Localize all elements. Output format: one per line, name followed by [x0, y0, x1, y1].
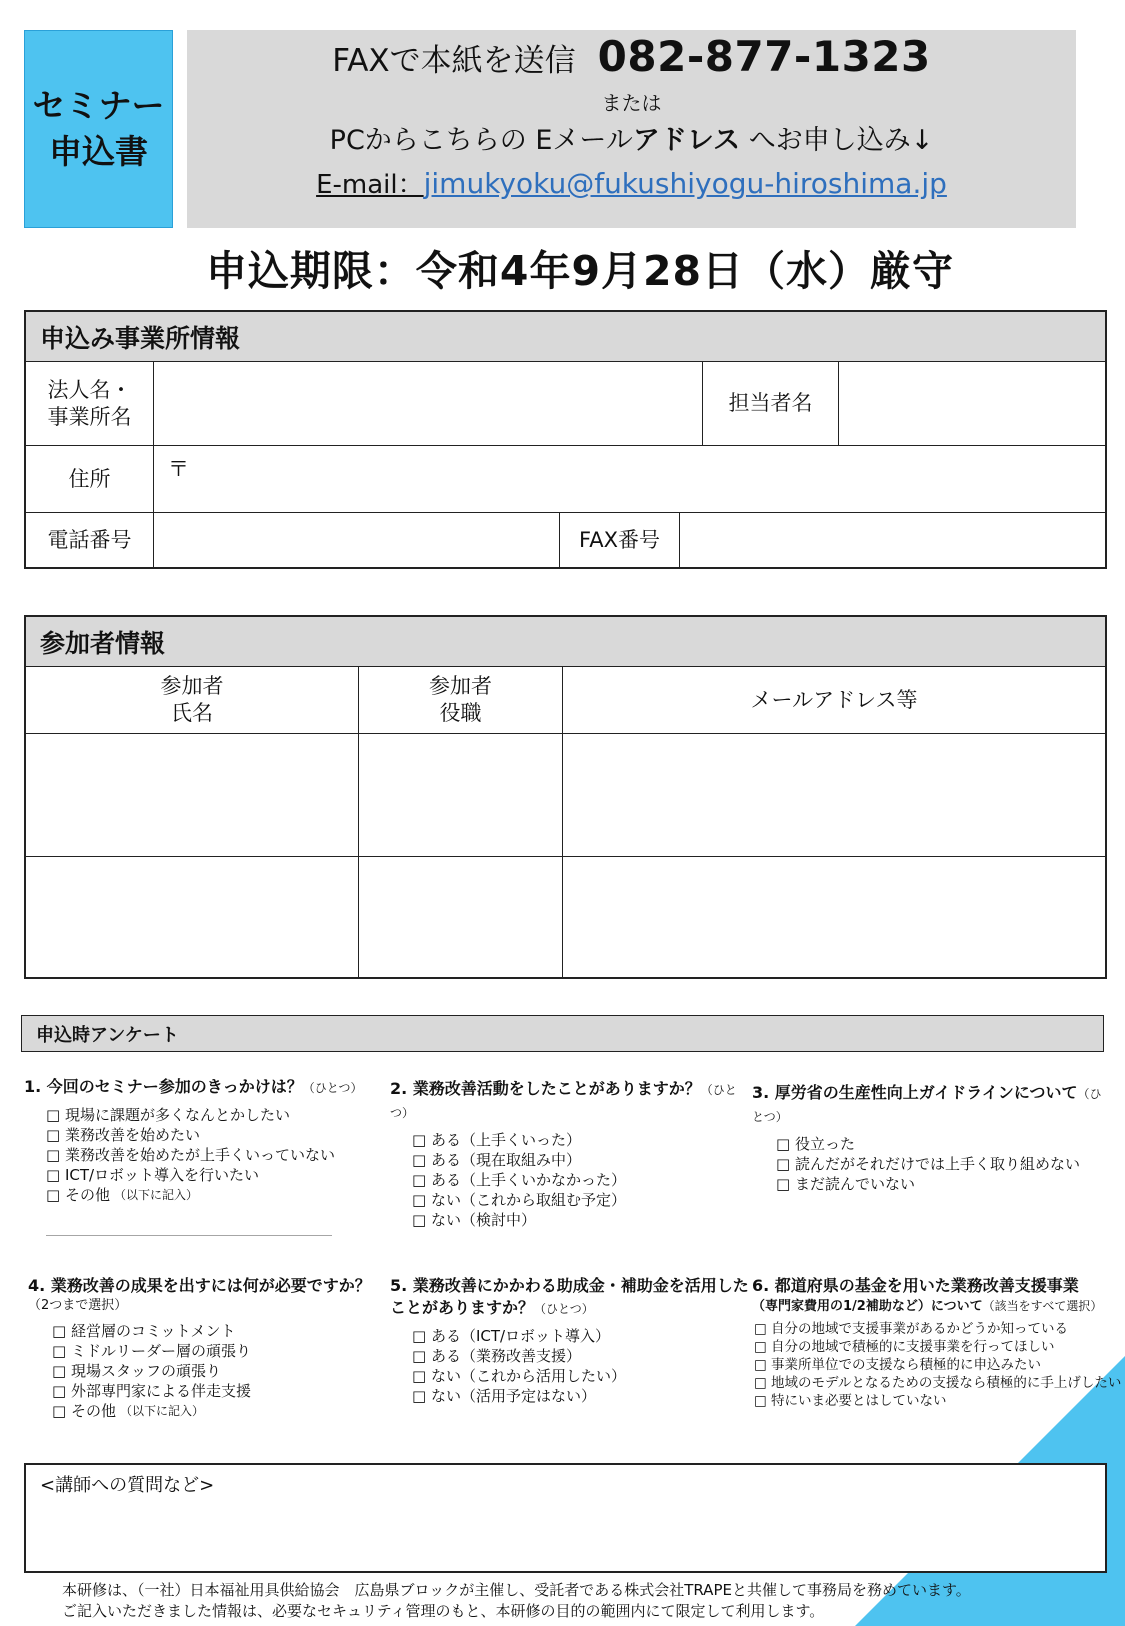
footer-note [62, 1580, 971, 1622]
pc-instruction-after: へお申し込み↓ [740, 125, 934, 156]
badge-line-2: 申込書 [49, 132, 148, 171]
q5-option[interactable]: □ ない（活用予定はない） [412, 1387, 596, 1405]
footer-line-2: ご記入いただきました情報は、必要なセキュリティ管理のもと、本研修の目的の範囲内にて限定して利用します。 [62, 1602, 825, 1620]
q1-other-blank[interactable]: ＿＿＿＿＿＿＿＿＿＿＿＿＿＿＿＿＿＿＿＿＿＿ [46, 1223, 333, 1238]
phone-field[interactable] [154, 513, 560, 567]
participant-name-field[interactable] [26, 857, 359, 977]
q1-other-text: □ その他 [46, 1186, 110, 1204]
col-name-line-1: 参加者 [160, 674, 224, 698]
address-field[interactable] [154, 446, 1105, 512]
fax-number: 082-877-1323 [597, 32, 931, 81]
office-row-address [26, 446, 1105, 513]
q3-title-text: 3. 厚労省の生産性向上ガイドラインについて [752, 1083, 1078, 1102]
participants-title: 参加者情報 [26, 617, 1105, 667]
q2-option[interactable]: □ ある（上手くいかなかった） [412, 1171, 626, 1189]
q5-option[interactable]: □ ある（ICT/ロボット導入） [412, 1327, 611, 1345]
q1-note: （ひとつ） [302, 1081, 363, 1095]
q2-option[interactable]: □ ある（上手くいった） [412, 1131, 581, 1149]
col-participant-email: メールアドレス等 [750, 687, 918, 712]
person-field[interactable] [839, 362, 1105, 445]
col-participant-role [359, 667, 563, 733]
survey-q4 [28, 1275, 388, 1421]
q2-option[interactable]: □ ない（これから取組む予定） [412, 1191, 626, 1209]
postal-mark: 〒 [168, 457, 189, 481]
q1-title-text: 1. 今回のセミナー参加のきっかけは？ [24, 1077, 303, 1096]
col-name-line-2: 氏名 [171, 701, 213, 725]
q5-option[interactable]: □ ある（業務改善支援） [412, 1347, 581, 1365]
q5-option[interactable]: □ ない（これから活用したい） [412, 1367, 626, 1385]
pc-instruction [330, 118, 934, 164]
q6-subtitle: （専門家費用の1/2補助など）について [752, 1299, 983, 1314]
q1-title [24, 1076, 384, 1099]
seminar-application-badge [24, 30, 173, 228]
q1-option-other[interactable] [46, 1185, 384, 1205]
q2-option[interactable]: □ ない（検討中） [412, 1211, 536, 1229]
participants-header-row [26, 667, 1105, 734]
participant-row [26, 734, 1105, 857]
q4-title: 4. 業務改善の成果を出すには何が必要ですか？ [28, 1276, 371, 1295]
q4-option[interactable]: □ 現場スタッフの頑張り [52, 1362, 221, 1380]
corp-name-label [26, 362, 154, 445]
fax-number-field[interactable] [680, 513, 1105, 567]
corp-name-label-1: 法人名・ [47, 377, 132, 402]
q1-options [46, 1105, 384, 1205]
q6-title: 6. 都道府県の基金を用いた業務改善支援事業 [752, 1276, 1079, 1295]
q5-note: （ひとつ） [534, 1302, 594, 1316]
q1-other-note: （以下に記入） [113, 1188, 198, 1202]
fax-number-label: FAX番号 [560, 513, 680, 567]
col-role-line-1: 参加者 [429, 674, 492, 698]
participants-section [24, 615, 1107, 979]
phone-label: 電話番号 [26, 513, 154, 567]
q3-option[interactable]: □ 読んだがそれだけでは上手く取り組めない [776, 1155, 1080, 1173]
q6-note: （該当をすべて選択） [982, 1299, 1103, 1313]
participant-row [26, 857, 1105, 977]
participant-role-field[interactable] [359, 857, 563, 977]
pc-instruction-bold: アドレス [632, 125, 741, 156]
q3-note: （ひとつ） [752, 1087, 1102, 1124]
q6-options [754, 1320, 1122, 1410]
footer-line-1: 本研修は、（一社）日本福祉用具供給協会 広島県ブロックが主催し、受託者である株式会社TRAPEと共催して事務局を務めています。 [62, 1581, 971, 1599]
q2-options [412, 1130, 740, 1230]
fax-line [332, 32, 931, 88]
email-line [316, 164, 947, 204]
participant-email-field[interactable] [563, 857, 1105, 977]
q4-other-text: □ その他 [52, 1402, 116, 1420]
q6-option[interactable]: □ 特にいま必要とはしていない [754, 1393, 947, 1409]
survey-q3 [752, 1082, 1112, 1194]
deadline-heading: 申込期限：令和4年9月28日（水）厳守 [205, 247, 955, 295]
participant-email-field[interactable] [563, 734, 1105, 856]
corp-name-field[interactable] [154, 362, 703, 445]
lecturer-question-box[interactable] [24, 1463, 1107, 1573]
survey-q6 [752, 1275, 1122, 1410]
q4-option-other[interactable] [52, 1401, 388, 1421]
q3-option[interactable]: □ まだ読んでいない [776, 1175, 915, 1193]
office-info-section [24, 310, 1107, 569]
q2-option[interactable]: □ ある（現在取組み中） [412, 1151, 581, 1169]
q1-option[interactable]: □ 業務改善を始めたが上手くいっていない [46, 1146, 335, 1164]
q5-title-line-2 [390, 1297, 750, 1320]
q4-options [52, 1321, 388, 1421]
q6-subtitle-line [752, 1297, 1122, 1316]
col-role-line-2: 役職 [439, 701, 482, 725]
office-info-title: 申込み事業所情報 [26, 312, 1105, 362]
q1-option[interactable]: □ ICT/ロボット導入を行いたい [46, 1166, 260, 1184]
q6-option[interactable]: □ 事業所単位での支援なら積極的に申込みたい [754, 1357, 1042, 1373]
q4-option[interactable]: □ ミドルリーダー層の頑張り [52, 1342, 251, 1360]
email-link[interactable]: jimukyoku@fukushiyogu-hiroshima.jp [423, 167, 947, 200]
q4-note: （2つまで選択） [28, 1298, 128, 1313]
q3-options [776, 1134, 1112, 1194]
email-label: E-mail： [316, 170, 424, 200]
participant-role-field[interactable] [359, 734, 563, 856]
q5-title-line-1: 5. 業務改善にかかわる助成金・補助金を活用した [390, 1276, 749, 1295]
pc-instruction-before: PCからこちらの Eメール [329, 125, 633, 156]
q1-option[interactable]: □ 現場に課題が多くなんとかしたい [46, 1106, 290, 1124]
survey-title: 申込時アンケート [21, 1015, 1104, 1052]
q2-title [390, 1078, 740, 1124]
or-text: または [601, 91, 662, 115]
survey-q5 [390, 1275, 750, 1406]
address-label: 住所 [26, 446, 154, 512]
question-box-label: <講師への質問など> [40, 1475, 215, 1496]
q4-other-note: （以下に記入） [119, 1404, 204, 1418]
q5-title-text: ことがありますか？ [390, 1298, 535, 1317]
survey-q1 [24, 1076, 384, 1238]
q6-option[interactable]: □ 地域のモデルとなるための支援なら積極的に手上げしたい [754, 1375, 1122, 1391]
contact-box [187, 30, 1076, 228]
q2-note: （ひとつ） [390, 1083, 737, 1120]
q4-option[interactable]: □ 経営層のコミットメント [52, 1322, 236, 1340]
q6-option[interactable]: □ 自分の地域で積極的に支援事業を行ってほしい [754, 1339, 1055, 1355]
q4-option[interactable]: □ 外部専門家による伴走支援 [52, 1382, 251, 1400]
q6-option[interactable]: □ 自分の地域で支援事業があるかどうか知っている [754, 1321, 1069, 1337]
q1-option[interactable]: □ 業務改善を始めたい [46, 1126, 200, 1144]
person-label: 担当者名 [703, 362, 839, 445]
participant-name-field[interactable] [26, 734, 359, 856]
badge-line-1: セミナー [32, 86, 165, 125]
office-row-phone [26, 513, 1105, 567]
q2-title-text: 2. 業務改善活動をしたことがありますか？ [390, 1079, 701, 1098]
q3-title [752, 1082, 1112, 1128]
col-participant-name [26, 667, 359, 733]
q3-option[interactable]: □ 役立った [776, 1135, 855, 1153]
corp-name-label-2: 事業所名 [47, 404, 132, 429]
office-row-name [26, 362, 1105, 446]
survey-q2 [390, 1078, 740, 1230]
q5-options [412, 1326, 750, 1406]
fax-label: FAXで本紙を送信 [332, 43, 576, 79]
